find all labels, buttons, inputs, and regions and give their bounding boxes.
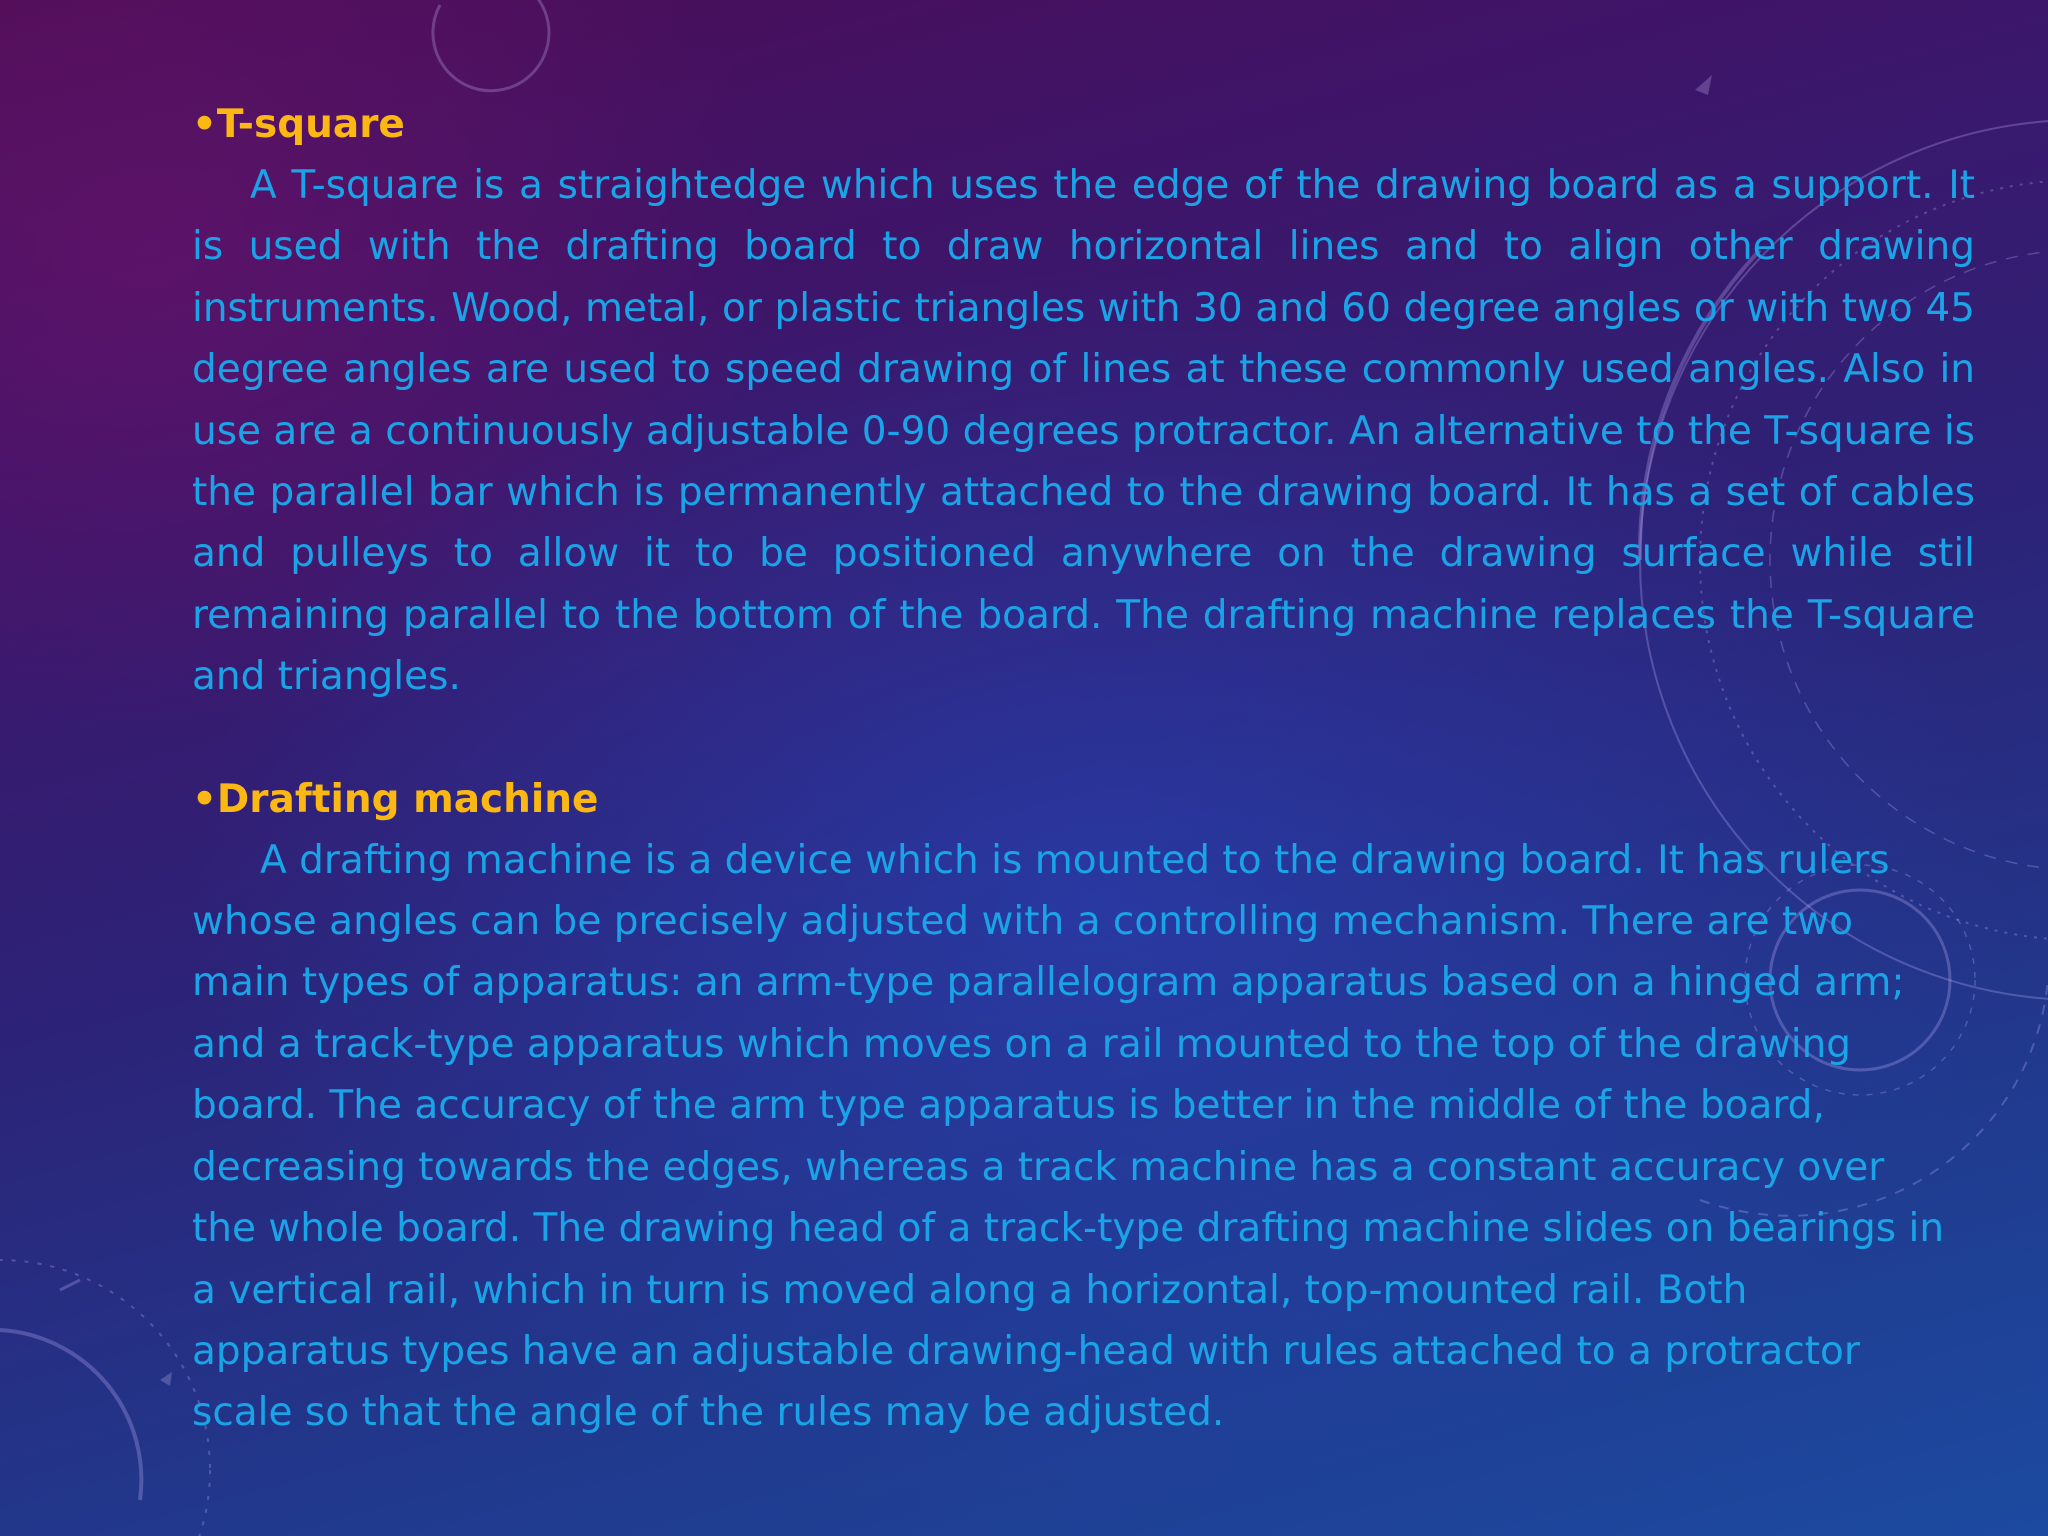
section-heading-t-square: •T-square (192, 102, 405, 147)
section-t-square (192, 94, 1975, 708)
section-body-t-square: A T-square is a straightedge which uses the edge of the drawing board as a support. It is used with the drafting board to draw horizontal lines and to align other drawing instruments. Wood, metal, or plastic triangles with 30 and 60 degree angles or with two 45 degree angles are used to speed drawing of lines at these commonly used angles. Also in use are a continuously adjustable 0-90 degrees protractor. An alternative to the T-square is the parallel bar which is permanently attached to the drawing board. It has a set of cables and pulleys to allow it to be positioned anywhere on the drawing surface while stil remaining parallel to the bottom of the board. The drafting machine replaces the T-square and triangles. (192, 163, 1975, 700)
section-drafting-machine (192, 769, 1975, 1444)
slide-content (192, 94, 1975, 1444)
section-body-drafting-machine: A drafting machine is a device which is mounted to the drawing board. It has rulers whose angles can be precisely adjusted with a controlling mechanism. There are two main types of apparatus: an arm-type parallelogram apparatus based on a hinged arm; and a track-type apparatus which moves on a rail mounted to the top of the drawing board. The accuracy of the arm type apparatus is better in the middle of the board, decreasing towards the edges, whereas a track machine has a constant accuracy over the whole board. The drawing head of a track-type drafting machine slides on bearings in a vertical rail, which in turn is moved along a horizontal, top-mounted rail. Both apparatus types have an adjustable drawing-head with rules attached to a protractor scale so that the angle of the rules may be adjusted. (192, 837, 1945, 1436)
section-spacer (192, 708, 1975, 769)
section-heading-drafting-machine: •Drafting machine (192, 776, 599, 822)
